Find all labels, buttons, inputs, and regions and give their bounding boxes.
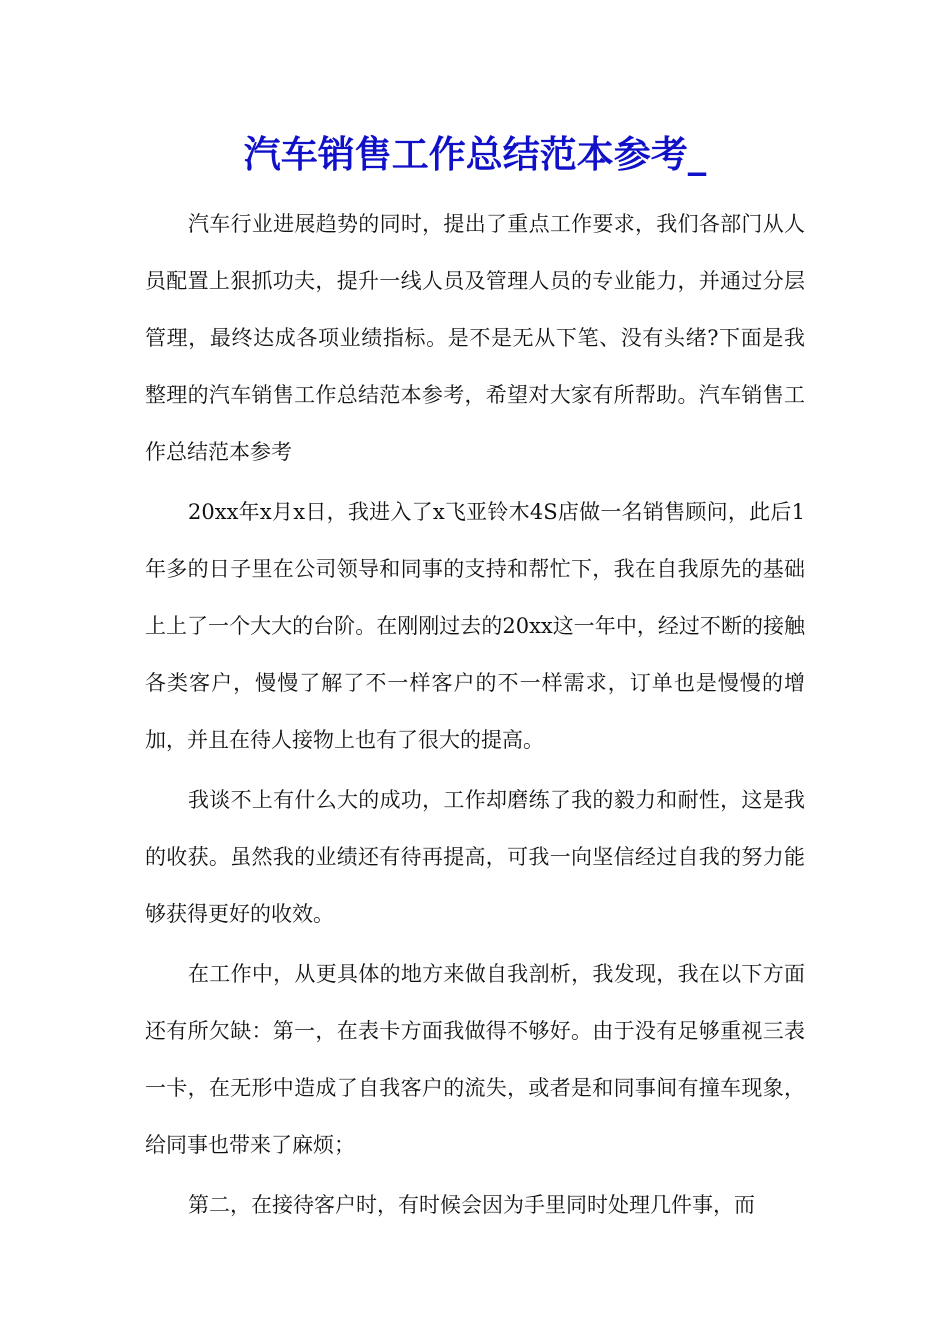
paragraph-intro: 汽车行业进展趋势的同时，提出了重点工作要求，我们各部门从人员配置上狠抓功夫，提升一线人员及管理人员的专业能力，并通过分层管理，最终达成各项业绩指标。是不是无从下笔、没有头绪?下面是我整理的汽车销售工作总结范本参考，希望对大家有所帮助。汽车销售工作总结范本参考 (145, 212, 805, 464)
document-title: 汽车销售工作总结范本参考_ (243, 132, 707, 176)
paragraph-shortcomings: 在工作中，从更具体的地方来做自我剖析，我发现，我在以下方面还有所欠缺：第一，在表卡方面我做得不够好。由于没有足够重视三表一卡，在无形中造成了自我客户的流失，或者是和同事间有撞车现象，给同事也带来了麻烦； (145, 962, 805, 1157)
paragraph-joining: 20xx年x月x日，我进入了x飞亚铃木4S店做一名销售顾问，此后1年多的日子里在公司领导和同事的支持和帮忙下，我在自我原先的基础上上了一个大大的台阶。在刚刚过去的20xx这一年中，经过不断的接触各类客户，慢慢了解了不一样客户的不一样需求，订单也是慢慢的增加，并且在待人接物上也有了很大的提高。 (145, 500, 805, 752)
document-body (145, 196, 805, 1237)
paragraph-second-point: 第二，在接待客户时，有时候会因为手里同时处理几件事，而 (188, 1193, 755, 1217)
paragraph-reflection: 我谈不上有什么大的成功，工作却磨练了我的毅力和耐性，这是我的收获。虽然我的业绩还有待再提高，可我一向坚信经过自我的努力能够获得更好的收效。 (145, 788, 805, 926)
